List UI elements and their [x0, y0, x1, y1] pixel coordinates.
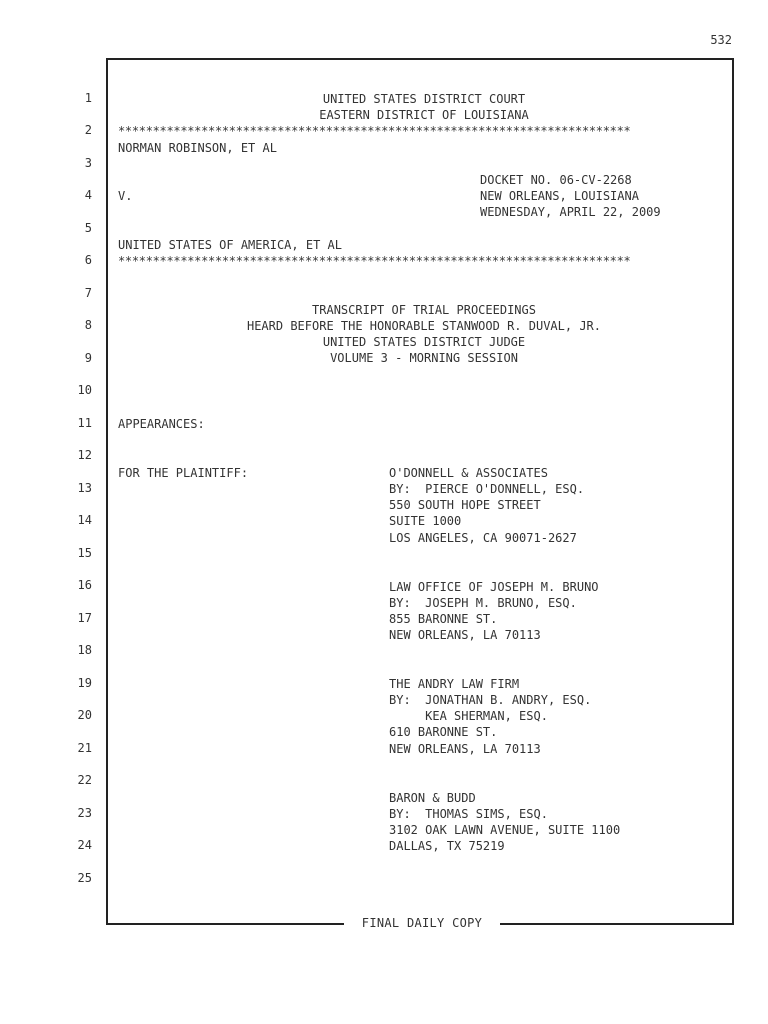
counsel-line: BARON & BUDD: [389, 791, 476, 805]
footer-label: FINAL DAILY COPY: [361, 916, 483, 930]
transcript-title: TRANSCRIPT OF TRIAL PROCEEDINGS: [312, 303, 536, 317]
district-name: EASTERN DISTRICT OF LOUISIANA: [319, 108, 529, 122]
counsel-line: LOS ANGELES, CA 90071-2627: [389, 531, 577, 545]
line-number: 24: [77, 838, 92, 852]
volume-session: VOLUME 3 - MORNING SESSION: [330, 351, 518, 365]
line-number: 2: [84, 123, 92, 137]
hearing-location: NEW ORLEANS, LOUISIANA: [480, 189, 639, 203]
line-number: 23: [77, 806, 92, 820]
counsel-line: 610 BARONNE ST.: [389, 725, 498, 739]
counsel-line: 550 SOUTH HOPE STREET: [389, 498, 541, 512]
line-number: 5: [84, 221, 92, 235]
footer-rule-right: [500, 923, 734, 925]
line-number: 20: [77, 708, 92, 722]
counsel-line: BY: JOSEPH M. BRUNO, ESQ.: [389, 596, 577, 610]
line-number: 25: [77, 871, 92, 885]
counsel-line: NEW ORLEANS, LA 70113: [389, 742, 541, 756]
line-number: 17: [77, 611, 92, 625]
judge-title: UNITED STATES DISTRICT JUDGE: [322, 335, 526, 349]
counsel-line: BY: PIERCE O'DONNELL, ESQ.: [389, 482, 585, 496]
counsel-line: THE ANDRY LAW FIRM: [389, 677, 520, 691]
counsel-line: NEW ORLEANS, LA 70113: [389, 628, 541, 642]
line-number: 3: [84, 156, 92, 170]
line-number: 12: [77, 448, 92, 462]
counsel-line: LAW OFFICE OF JOSEPH M. BRUNO: [389, 580, 599, 594]
counsel-line: O'DONNELL & ASSOCIATES: [389, 466, 548, 480]
line-number: 21: [77, 741, 92, 755]
counsel-line: 3102 OAK LAWN AVENUE, SUITE 1100: [389, 823, 621, 837]
counsel-line: KEA SHERMAN, ESQ.: [389, 709, 548, 723]
counsel-line: 855 BARONNE ST.: [389, 612, 498, 626]
line-number: 22: [77, 773, 92, 787]
line-number: 13: [77, 481, 92, 495]
line-number: 11: [77, 416, 92, 430]
line-number: 9: [84, 351, 92, 365]
line-number: 15: [77, 546, 92, 560]
judge-line: HEARD BEFORE THE HONORABLE STANWOOD R. DUVAL, JR.: [246, 319, 601, 333]
separator-stars: **************************************************************************: [118, 125, 631, 137]
court-name: UNITED STATES DISTRICT COURT: [322, 92, 526, 106]
page-number: 532: [710, 33, 732, 47]
line-number: 14: [77, 513, 92, 527]
separator-stars: **************************************************************************: [118, 255, 631, 267]
docket-number: DOCKET NO. 06-CV-2268: [480, 173, 632, 187]
footer-rule-left: [106, 923, 344, 925]
line-number: 7: [84, 286, 92, 300]
line-number: 8: [84, 318, 92, 332]
counsel-line: BY: JONATHAN B. ANDRY, ESQ.: [389, 693, 592, 707]
plaintiff-name: NORMAN ROBINSON, ET AL: [118, 141, 277, 155]
line-number: 16: [77, 578, 92, 592]
defendant-name: UNITED STATES OF AMERICA, ET AL: [118, 238, 342, 252]
counsel-line: SUITE 1000: [389, 514, 462, 528]
counsel-line: BY: THOMAS SIMS, ESQ.: [389, 807, 548, 821]
line-number: 4: [84, 188, 92, 202]
line-number: 18: [77, 643, 92, 657]
line-number: 1: [84, 91, 92, 105]
hearing-date: WEDNESDAY, APRIL 22, 2009: [480, 205, 661, 219]
line-number: 6: [84, 253, 92, 267]
plaintiff-label: FOR THE PLAINTIFF:: [118, 466, 249, 480]
line-number: 19: [77, 676, 92, 690]
versus-label: V.: [118, 189, 133, 203]
line-number: 10: [77, 383, 92, 397]
appearances-heading: APPEARANCES:: [118, 417, 205, 431]
counsel-line: DALLAS, TX 75219: [389, 839, 505, 853]
